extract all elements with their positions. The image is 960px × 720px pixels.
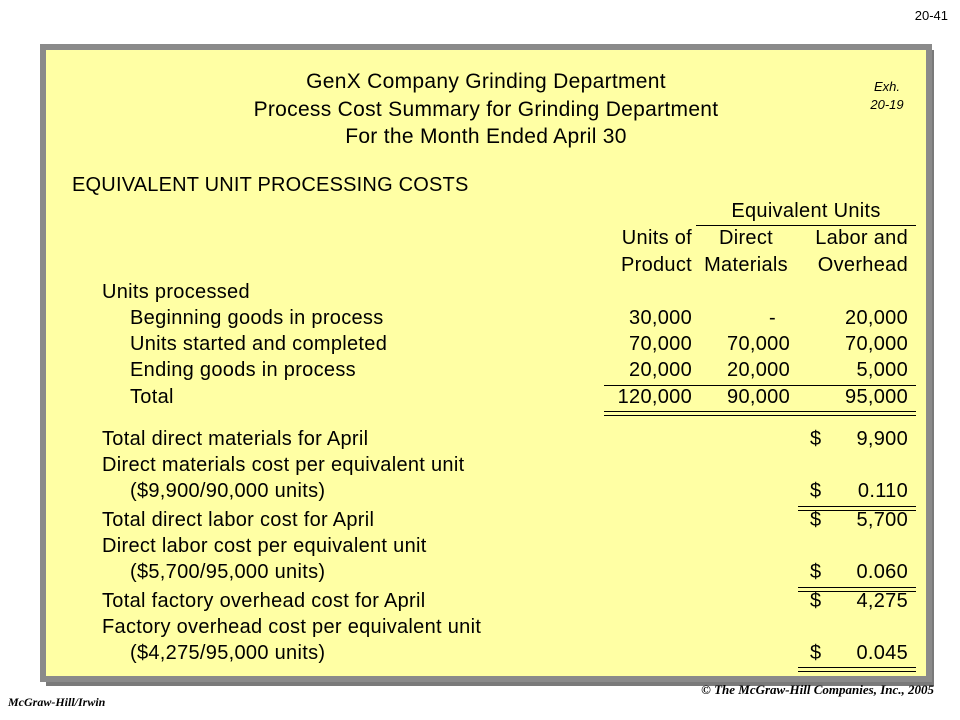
copyright-footer: © The McGraw-Hill Companies, Inc., 2005 <box>701 682 934 697</box>
units-header-line2: Product <box>620 254 692 276</box>
dm-header-line1: Direct <box>718 227 774 249</box>
dl-total-label: Total direct labor cost for April <box>102 509 375 531</box>
row-lo: 95,000 <box>845 386 908 408</box>
total-double-rule-2 <box>604 415 916 416</box>
dm-per-unit-calc: ($9,900/90,000 units) <box>130 480 326 502</box>
dl-per-unit-label: Direct labor cost per equivalent unit <box>102 535 427 557</box>
exhibit-label: Exh. <box>873 79 900 94</box>
report-title: Process Cost Summary for Grinding Department <box>253 98 719 121</box>
total-double-rule-1 <box>604 411 916 412</box>
period-title: For the Month Ended April 30 <box>345 125 627 148</box>
currency-symbol: $ <box>810 590 822 612</box>
row-dm: 20,000 <box>727 359 790 381</box>
lo-header-line1: Labor and <box>815 227 908 249</box>
currency-symbol: $ <box>810 509 822 531</box>
dm-header-line2: Materials <box>704 254 788 276</box>
oh-per-unit-value: 0.045 <box>856 642 908 664</box>
lo-header-line2: Overhead <box>817 254 908 276</box>
row-units: 30,000 <box>629 307 692 329</box>
slide-number: 20-41 <box>914 8 948 23</box>
dl-total-value: 5,700 <box>856 509 908 531</box>
exhibit-reference <box>862 78 912 114</box>
dl-double-rule-1 <box>798 587 916 588</box>
dm-per-unit-label: Direct materials cost per equivalent unit <box>102 454 465 476</box>
exhibit-number: 20-19 <box>870 97 904 112</box>
oh-double-rule-2 <box>798 671 916 672</box>
row-dm: 70,000 <box>727 333 790 355</box>
currency-symbol: $ <box>810 480 822 502</box>
dm-total-value: 9,900 <box>856 428 908 450</box>
oh-total-label: Total factory overhead cost for April <box>102 590 426 612</box>
oh-double-rule-1 <box>798 667 916 668</box>
units-header-line1: Units of <box>621 227 692 249</box>
dm-total-label: Total direct materials for April <box>102 428 369 450</box>
company-title: GenX Company Grinding Department <box>306 70 666 93</box>
units-processed-label: Units processed <box>102 281 250 303</box>
row-units: 20,000 <box>629 359 692 381</box>
oh-total-value: 4,275 <box>856 590 908 612</box>
row-label: Beginning goods in process <box>130 307 384 329</box>
row-lo: 20,000 <box>845 307 908 329</box>
dm-per-unit-value: 0.110 <box>857 480 908 502</box>
row-dm: 90,000 <box>727 386 790 408</box>
oh-per-unit-label: Factory overhead cost per equivalent unit <box>102 616 482 638</box>
row-lo: 5,000 <box>856 359 908 381</box>
dl-per-unit-value: 0.060 <box>856 561 908 583</box>
currency-symbol: $ <box>810 642 822 664</box>
equivalent-units-rule <box>696 225 916 226</box>
row-label: Units started and completed <box>130 333 388 355</box>
row-label: Total <box>130 386 174 408</box>
row-lo: 70,000 <box>845 333 908 355</box>
currency-symbol: $ <box>810 428 822 450</box>
row-units: 120,000 <box>617 386 692 408</box>
equivalent-units-header: Equivalent Units <box>731 200 881 222</box>
dm-double-rule-1 <box>798 506 916 507</box>
row-dm: - <box>769 307 776 329</box>
row-label: Ending goods in process <box>130 359 356 381</box>
publisher-footer: McGraw-Hill/Irwin <box>8 695 106 709</box>
section-heading: EQUIVALENT UNIT PROCESSING COSTS <box>72 174 469 196</box>
oh-per-unit-calc: ($4,275/95,000 units) <box>130 642 326 664</box>
dl-per-unit-calc: ($5,700/95,000 units) <box>130 561 326 583</box>
row-units: 70,000 <box>629 333 692 355</box>
currency-symbol: $ <box>810 561 822 583</box>
exhibit-panel <box>40 44 932 682</box>
